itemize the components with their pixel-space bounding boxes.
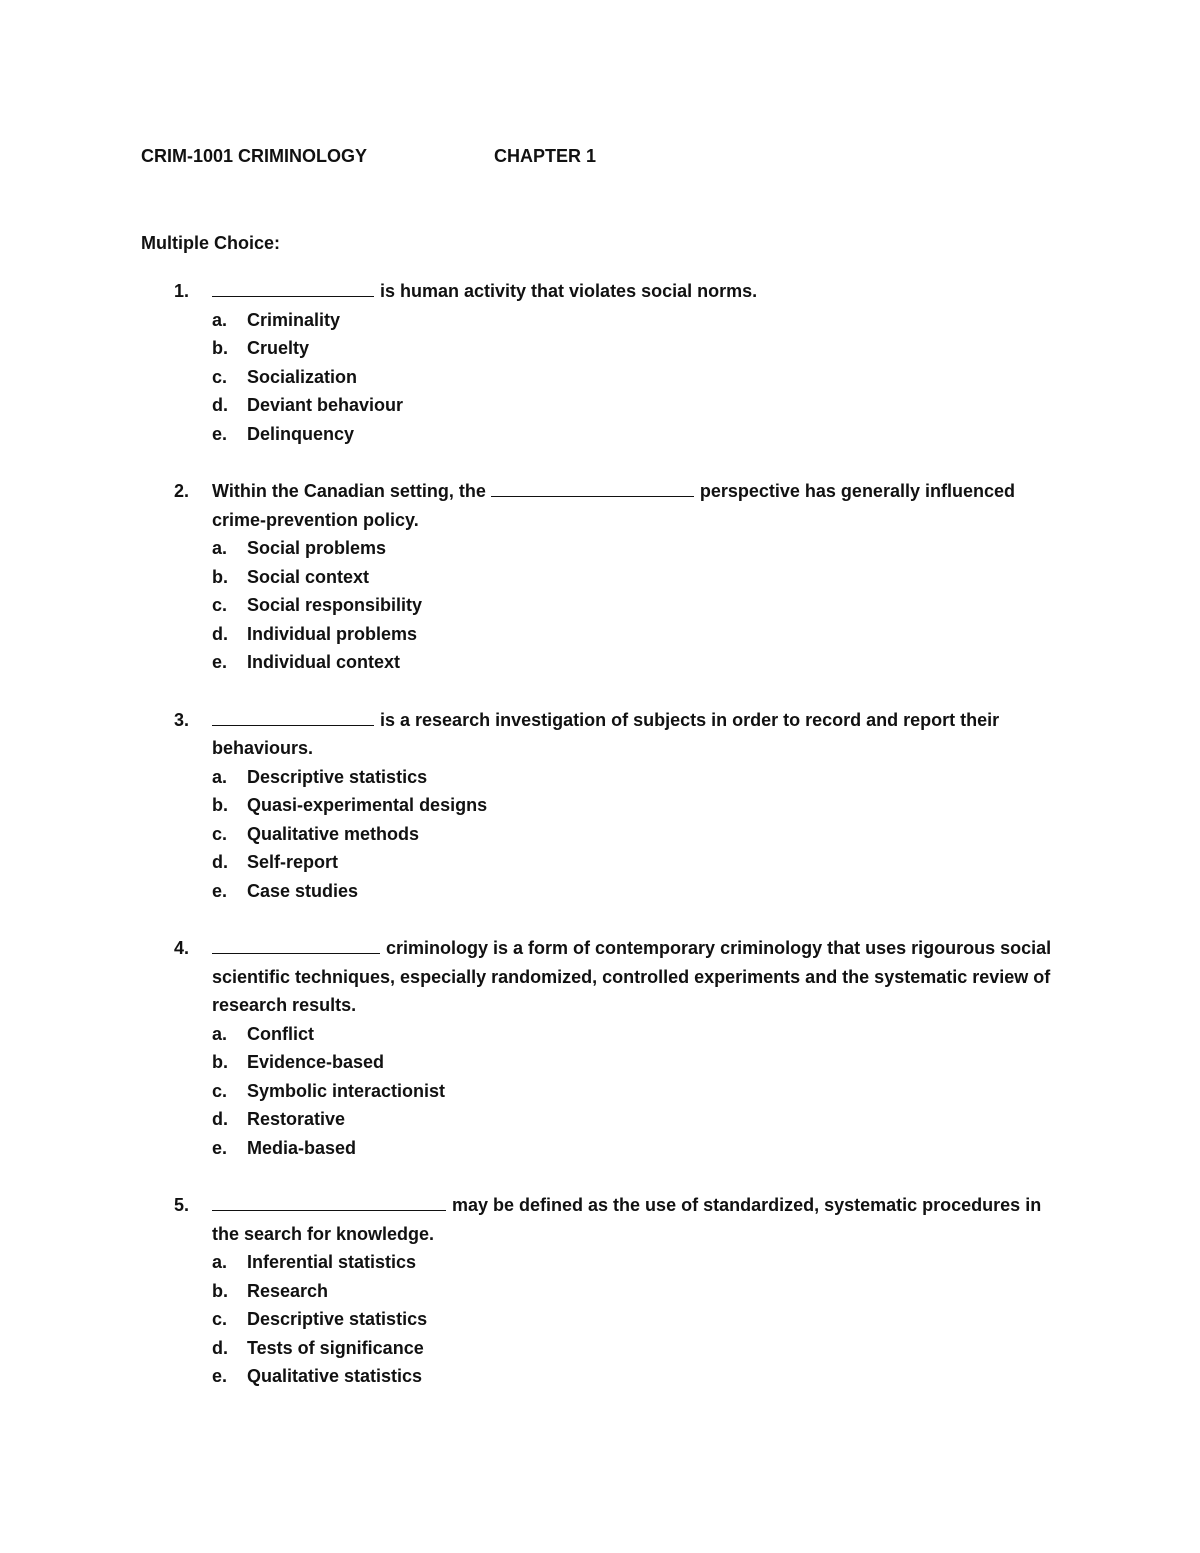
option-text: Descriptive statistics [247, 1309, 428, 1329]
document-header [141, 145, 597, 167]
answer-option [141, 1077, 1061, 1106]
question-2 [141, 477, 1061, 677]
question-stem [141, 1191, 1061, 1248]
answer-blank [212, 707, 374, 726]
answer-option [141, 848, 1061, 877]
question-number: 2. [174, 481, 190, 501]
chapter-title: CHAPTER 1 [494, 146, 597, 166]
answer-option [141, 391, 1061, 420]
question-text: perspective has generally influenced crime-prevention policy. [212, 481, 1015, 530]
answer-option [141, 763, 1061, 792]
option-text: Individual problems [247, 623, 418, 644]
answer-option [141, 1048, 1061, 1077]
option-letter: d. [212, 623, 228, 644]
option-text: Self-report [247, 852, 339, 872]
question-number: 1. [174, 281, 190, 301]
answer-option [141, 648, 1061, 677]
answer-blank [212, 278, 374, 297]
option-text: Descriptive statistics [247, 766, 428, 787]
option-text: Social problems [247, 538, 387, 558]
question-stem [141, 934, 1061, 1020]
option-letter: c. [212, 1309, 228, 1329]
question-text: is human activity that violates social norms. [380, 281, 758, 301]
question-text: is a research investigation of subjects in order to record and report their behaviours. [212, 709, 1000, 758]
answer-option [141, 1334, 1061, 1363]
option-letter: c. [212, 595, 228, 615]
option-letter: d. [212, 1337, 228, 1358]
option-text: Qualitative methods [247, 823, 420, 844]
answer-option [141, 1362, 1061, 1391]
option-letter: b. [212, 566, 228, 587]
option-text: Research [247, 1280, 329, 1301]
answer-option [141, 820, 1061, 849]
option-text: Qualitative statistics [247, 1366, 423, 1386]
option-text: Tests of significance [247, 1337, 424, 1358]
question-1 [141, 277, 1061, 448]
option-letter: e. [212, 1366, 228, 1386]
answer-option [141, 334, 1061, 363]
option-text: Inferential statistics [247, 1252, 417, 1272]
option-text: Evidence-based [247, 1052, 385, 1072]
answer-blank [212, 935, 380, 954]
option-letter: a. [212, 309, 228, 330]
option-letter: c. [212, 366, 228, 387]
question-text: criminology is a form of contemporary criminology that uses rigourous social scientific techniques, especially randomized, controlled experiments and the systematic review of research results. [212, 938, 1052, 1015]
option-letter: b. [212, 795, 228, 815]
option-letter: d. [212, 1109, 228, 1129]
answer-option [141, 877, 1061, 906]
option-letter: a. [212, 766, 228, 787]
answer-option [141, 363, 1061, 392]
question-stem [141, 277, 1061, 306]
option-letter: b. [212, 1052, 228, 1072]
option-letter: d. [212, 395, 228, 415]
question-list [141, 277, 1061, 1420]
option-text: Social responsibility [247, 595, 423, 615]
option-letter: c. [212, 1080, 228, 1101]
answer-option [141, 1277, 1061, 1306]
option-text: Social context [247, 566, 370, 587]
answer-option [141, 420, 1061, 449]
option-text: Restorative [247, 1109, 346, 1129]
option-letter: a. [212, 1023, 228, 1044]
option-letter: e. [212, 880, 228, 901]
option-letter: a. [212, 1252, 228, 1272]
question-stem [141, 706, 1061, 763]
option-text: Conflict [247, 1023, 314, 1044]
answer-option [141, 1248, 1061, 1277]
answer-option [141, 1305, 1061, 1334]
option-letter: e. [212, 423, 228, 444]
option-letter: e. [212, 652, 228, 672]
course-title: CRIM-1001 CRIMINOLOGY [141, 146, 368, 166]
option-letter: a. [212, 538, 228, 558]
option-text: Quasi-experimental designs [247, 795, 488, 815]
answer-option [141, 791, 1061, 820]
answer-option [141, 620, 1061, 649]
question-5 [141, 1191, 1061, 1391]
answer-option [141, 591, 1061, 620]
answer-blank [212, 1192, 446, 1211]
answer-blank [491, 478, 694, 497]
question-number: 4. [174, 938, 190, 958]
question-3 [141, 706, 1061, 906]
option-letter: b. [212, 338, 228, 358]
answer-option [141, 1105, 1061, 1134]
option-text: Criminality [247, 309, 341, 330]
option-letter: c. [212, 823, 228, 844]
option-text: Media-based [247, 1137, 357, 1158]
option-text: Symbolic interactionist [247, 1080, 446, 1101]
option-text: Cruelty [247, 338, 310, 358]
answer-option [141, 1134, 1061, 1163]
option-letter: b. [212, 1280, 228, 1301]
answer-option [141, 306, 1061, 335]
question-stem [141, 477, 1061, 534]
option-text: Individual context [247, 652, 401, 672]
question-4 [141, 934, 1061, 1162]
option-letter: d. [212, 852, 228, 872]
question-text: may be defined as the use of standardized, systematic procedures in the search for knowledge. [212, 1195, 1042, 1244]
answer-option [141, 1020, 1061, 1049]
question-number: 3. [174, 709, 190, 730]
option-text: Socialization [247, 366, 358, 387]
question-prefix: Within the Canadian setting, the [212, 481, 486, 501]
option-letter: e. [212, 1137, 228, 1158]
answer-option [141, 534, 1061, 563]
option-text: Delinquency [247, 423, 355, 444]
answer-option [141, 563, 1061, 592]
option-text: Deviant behaviour [247, 395, 404, 415]
section-title: Multiple Choice: [141, 233, 280, 253]
question-number: 5. [174, 1195, 190, 1215]
option-text: Case studies [247, 880, 359, 901]
